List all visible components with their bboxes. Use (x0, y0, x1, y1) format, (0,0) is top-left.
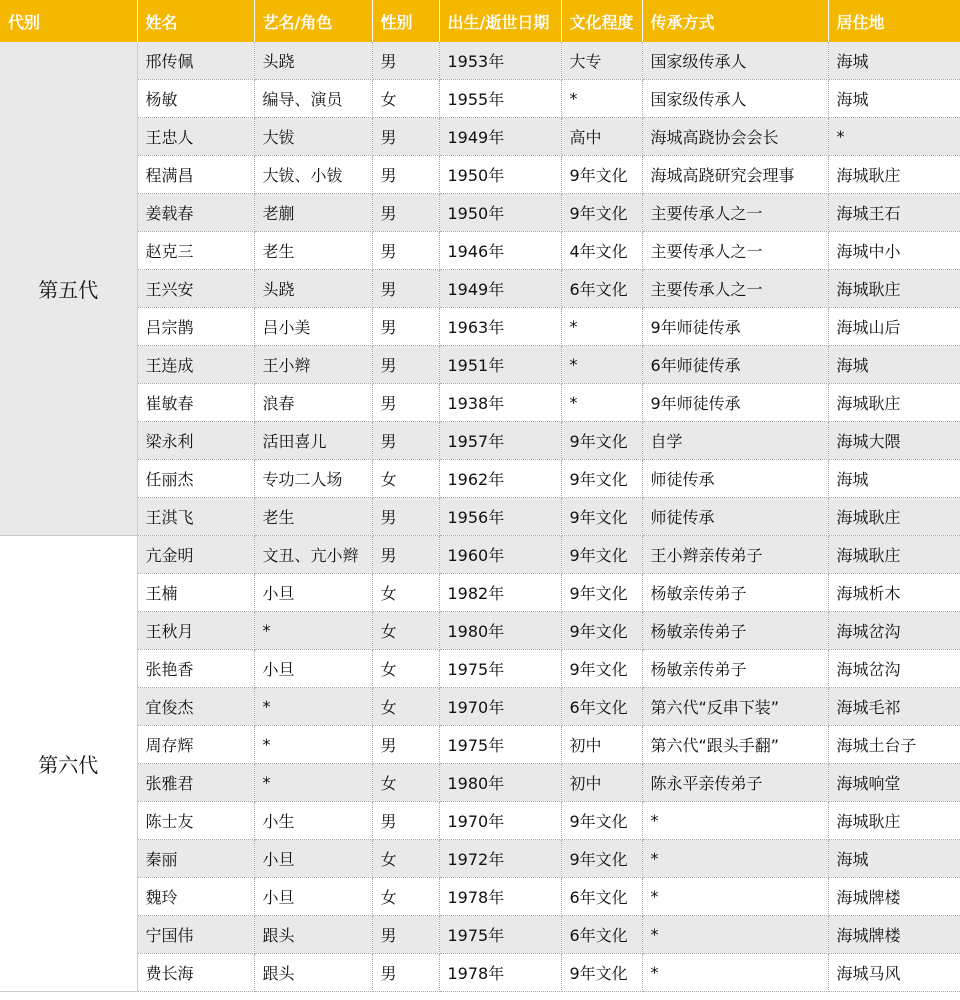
inheritance-method-cell: 国家级传承人 (642, 42, 828, 80)
education-cell: 9年文化 (561, 194, 642, 232)
inheritance-method-cell: * (642, 878, 828, 916)
birth-date-cell: 1949年 (439, 118, 561, 156)
inheritance-method-cell: 师徒传承 (642, 460, 828, 498)
name-cell: 张艳香 (137, 650, 254, 688)
gender-cell: 男 (372, 270, 439, 308)
birth-date-cell: 1963年 (439, 308, 561, 346)
gender-cell: 男 (372, 536, 439, 574)
education-cell: 6年文化 (561, 916, 642, 954)
stage-name-role-cell: * (254, 764, 372, 802)
gender-cell: 女 (372, 764, 439, 802)
education-cell: 大专 (561, 42, 642, 80)
residence-cell: 海城土台子 (828, 726, 960, 764)
education-cell: * (561, 308, 642, 346)
residence-cell: 海城毛祁 (828, 688, 960, 726)
table-row (0, 346, 960, 384)
inheritance-method-cell: * (642, 802, 828, 840)
table-row (0, 232, 960, 270)
education-cell: 9年文化 (561, 460, 642, 498)
table-row (0, 574, 960, 612)
residence-cell: 海城中小 (828, 232, 960, 270)
birth-date-cell: 1972年 (439, 840, 561, 878)
gender-cell: 男 (372, 384, 439, 422)
stage-name-role-cell: * (254, 688, 372, 726)
residence-cell: 海城耿庄 (828, 384, 960, 422)
education-cell: 9年文化 (561, 422, 642, 460)
table-body (0, 42, 960, 992)
table-row (0, 764, 960, 802)
stage-name-role-cell: 吕小美 (254, 308, 372, 346)
inheritance-method-cell: 主要传承人之一 (642, 232, 828, 270)
education-header: 文化程度 (561, 0, 642, 42)
stage-name-role-cell: 小旦 (254, 878, 372, 916)
inheritance-method-cell: 海城高跷研究会理事 (642, 156, 828, 194)
stage-name-role-cell: 大钹、小钹 (254, 156, 372, 194)
stage-name-role-cell: 编导、演员 (254, 80, 372, 118)
birth-date-cell: 1982年 (439, 574, 561, 612)
table-row (0, 422, 960, 460)
birth-date-cell: 1960年 (439, 536, 561, 574)
inheritance-method-cell: * (642, 916, 828, 954)
birth-date-cell: 1950年 (439, 156, 561, 194)
residence-cell: 海城岔沟 (828, 612, 960, 650)
birth-date-cell: 1946年 (439, 232, 561, 270)
gender-cell: 男 (372, 802, 439, 840)
inheritance-method-cell: 陈永平亲传弟子 (642, 764, 828, 802)
stage-name-role-cell: 跟头 (254, 954, 372, 992)
education-cell: 9年文化 (561, 802, 642, 840)
residence-cell: 海城牌楼 (828, 878, 960, 916)
residence-cell: 海城马风 (828, 954, 960, 992)
gender-cell: 男 (372, 916, 439, 954)
education-cell: 6年文化 (561, 878, 642, 916)
generation-cell: 第五代 (0, 42, 137, 536)
gender-cell: 男 (372, 726, 439, 764)
name-cell: 魏玲 (137, 878, 254, 916)
inheritance-method-cell: 海城高跷协会会长 (642, 118, 828, 156)
birth-date-cell: 1962年 (439, 460, 561, 498)
gender-cell: 男 (372, 42, 439, 80)
name-cell: 陈士友 (137, 802, 254, 840)
education-cell: * (561, 346, 642, 384)
birth-date-cell: 1956年 (439, 498, 561, 536)
residence-cell: 海城大隈 (828, 422, 960, 460)
table-row (0, 384, 960, 422)
birth-date-cell: 1980年 (439, 612, 561, 650)
name-cell: 费长海 (137, 954, 254, 992)
inheritance-method-cell: 师徒传承 (642, 498, 828, 536)
table-row (0, 878, 960, 916)
birth-date-cell: 1978年 (439, 954, 561, 992)
stage-name-role-cell: 小生 (254, 802, 372, 840)
name-cell: 赵克三 (137, 232, 254, 270)
education-cell: * (561, 384, 642, 422)
education-cell: 高中 (561, 118, 642, 156)
birth-date-cell: 1950年 (439, 194, 561, 232)
education-cell: 9年文化 (561, 840, 642, 878)
stage-name-role-cell: 小旦 (254, 574, 372, 612)
inheritance-method-cell: 自学 (642, 422, 828, 460)
stage-name-role-cell: 小旦 (254, 650, 372, 688)
table-row (0, 650, 960, 688)
residence-header: 居住地 (828, 0, 960, 42)
inheritance-method-cell: * (642, 840, 828, 878)
stage-name-role-cell: 头跷 (254, 270, 372, 308)
residence-cell: 海城耿庄 (828, 802, 960, 840)
name-cell: 姜载春 (137, 194, 254, 232)
education-cell: 6年文化 (561, 688, 642, 726)
table-header (0, 0, 960, 42)
gender-cell: 男 (372, 308, 439, 346)
residence-cell: * (828, 118, 960, 156)
education-cell: 4年文化 (561, 232, 642, 270)
name-cell: 亢金明 (137, 536, 254, 574)
gender-cell: 女 (372, 574, 439, 612)
stage-name-role-cell: 老生 (254, 498, 372, 536)
gender-cell: 女 (372, 460, 439, 498)
stage-name-role-cell: 文丑、亢小辫 (254, 536, 372, 574)
residence-cell: 海城岔沟 (828, 650, 960, 688)
birth-death-date-header: 出生/逝世日期 (439, 0, 561, 42)
stage-name-role-header: 艺名/角色 (254, 0, 372, 42)
residence-cell: 海城牌楼 (828, 916, 960, 954)
name-cell: 秦丽 (137, 840, 254, 878)
education-cell: 9年文化 (561, 156, 642, 194)
stage-name-role-cell: 王小辫 (254, 346, 372, 384)
birth-date-cell: 1980年 (439, 764, 561, 802)
name-cell: 杨敏 (137, 80, 254, 118)
gender-cell: 女 (372, 612, 439, 650)
inheritance-method-cell: 9年师徒传承 (642, 308, 828, 346)
table-row (0, 118, 960, 156)
table-row (0, 954, 960, 992)
inheritance-method-cell: 杨敏亲传弟子 (642, 650, 828, 688)
stage-name-role-cell: * (254, 726, 372, 764)
birth-date-cell: 1978年 (439, 878, 561, 916)
inheritance-method-cell: * (642, 954, 828, 992)
birth-date-cell: 1955年 (439, 80, 561, 118)
education-cell: 9年文化 (561, 498, 642, 536)
generation-header: 代别 (0, 0, 137, 42)
education-cell: 9年文化 (561, 612, 642, 650)
inheritance-method-cell: 主要传承人之一 (642, 270, 828, 308)
inheritance-method-cell: 9年师徒传承 (642, 384, 828, 422)
residence-cell: 海城耿庄 (828, 498, 960, 536)
residence-cell: 海城山后 (828, 308, 960, 346)
birth-date-cell: 1975年 (439, 916, 561, 954)
stage-name-role-cell: * (254, 612, 372, 650)
birth-date-cell: 1949年 (439, 270, 561, 308)
stage-name-role-cell: 大钹 (254, 118, 372, 156)
gender-cell: 女 (372, 878, 439, 916)
education-cell: 6年文化 (561, 270, 642, 308)
birth-date-cell: 1970年 (439, 688, 561, 726)
gender-cell: 男 (372, 232, 439, 270)
inheritance-method-cell: 第六代“跟头手翻” (642, 726, 828, 764)
inheritance-method-header: 传承方式 (642, 0, 828, 42)
education-cell: 9年文化 (561, 650, 642, 688)
header-row (0, 0, 960, 42)
gender-cell: 男 (372, 422, 439, 460)
table-row (0, 612, 960, 650)
gender-header: 性别 (372, 0, 439, 42)
name-cell: 任丽杰 (137, 460, 254, 498)
education-cell: 9年文化 (561, 954, 642, 992)
birth-date-cell: 1957年 (439, 422, 561, 460)
name-cell: 崔敏春 (137, 384, 254, 422)
residence-cell: 海城响堂 (828, 764, 960, 802)
stage-name-role-cell: 跟头 (254, 916, 372, 954)
birth-date-cell: 1951年 (439, 346, 561, 384)
name-cell: 王忠人 (137, 118, 254, 156)
table-row (0, 536, 960, 574)
education-cell: * (561, 80, 642, 118)
gender-cell: 女 (372, 688, 439, 726)
name-cell: 周存辉 (137, 726, 254, 764)
education-cell: 初中 (561, 764, 642, 802)
stage-name-role-cell: 老生 (254, 232, 372, 270)
residence-cell: 海城 (828, 42, 960, 80)
birth-date-cell: 1970年 (439, 802, 561, 840)
table-row (0, 802, 960, 840)
name-cell: 张雅君 (137, 764, 254, 802)
stage-name-role-cell: 小旦 (254, 840, 372, 878)
inheritance-method-cell: 杨敏亲传弟子 (642, 574, 828, 612)
table-row (0, 42, 960, 80)
residence-cell: 海城 (828, 346, 960, 384)
name-cell: 王兴安 (137, 270, 254, 308)
birth-date-cell: 1953年 (439, 42, 561, 80)
table-row (0, 498, 960, 536)
stage-name-role-cell: 活田喜儿 (254, 422, 372, 460)
table-row (0, 840, 960, 878)
generation-cell: 第六代 (0, 536, 137, 992)
name-cell: 王连成 (137, 346, 254, 384)
inheritance-method-cell: 杨敏亲传弟子 (642, 612, 828, 650)
table-row (0, 80, 960, 118)
table-row (0, 308, 960, 346)
gender-cell: 男 (372, 118, 439, 156)
gender-cell: 女 (372, 650, 439, 688)
name-header: 姓名 (137, 0, 254, 42)
table-row (0, 688, 960, 726)
table-row (0, 156, 960, 194)
name-cell: 邢传佩 (137, 42, 254, 80)
residence-cell: 海城 (828, 840, 960, 878)
name-cell: 宁国伟 (137, 916, 254, 954)
table-row (0, 460, 960, 498)
inheritance-method-cell: 国家级传承人 (642, 80, 828, 118)
stage-name-role-cell: 老蒯 (254, 194, 372, 232)
residence-cell: 海城 (828, 460, 960, 498)
stage-name-role-cell: 专功二人场 (254, 460, 372, 498)
birth-date-cell: 1938年 (439, 384, 561, 422)
gender-cell: 女 (372, 840, 439, 878)
inheritance-method-cell: 6年师徒传承 (642, 346, 828, 384)
name-cell: 王楠 (137, 574, 254, 612)
inheritance-method-cell: 主要传承人之一 (642, 194, 828, 232)
gender-cell: 男 (372, 156, 439, 194)
name-cell: 程满昌 (137, 156, 254, 194)
residence-cell: 海城 (828, 80, 960, 118)
table-row (0, 726, 960, 764)
name-cell: 梁永利 (137, 422, 254, 460)
table-row (0, 194, 960, 232)
name-cell: 宜俊杰 (137, 688, 254, 726)
name-cell: 吕宗鹊 (137, 308, 254, 346)
education-cell: 9年文化 (561, 536, 642, 574)
residence-cell: 海城耿庄 (828, 536, 960, 574)
stage-name-role-cell: 浪春 (254, 384, 372, 422)
gender-cell: 男 (372, 194, 439, 232)
gender-cell: 男 (372, 498, 439, 536)
gender-cell: 男 (372, 346, 439, 384)
table-row (0, 916, 960, 954)
birth-date-cell: 1975年 (439, 726, 561, 764)
education-cell: 9年文化 (561, 574, 642, 612)
residence-cell: 海城耿庄 (828, 270, 960, 308)
name-cell: 王秋月 (137, 612, 254, 650)
residence-cell: 海城王石 (828, 194, 960, 232)
gender-cell: 女 (372, 80, 439, 118)
residence-cell: 海城析木 (828, 574, 960, 612)
inheritance-method-cell: 王小辫亲传弟子 (642, 536, 828, 574)
name-cell: 王淇飞 (137, 498, 254, 536)
birth-date-cell: 1975年 (439, 650, 561, 688)
inheritance-method-cell: 第六代“反串下装” (642, 688, 828, 726)
table-row (0, 270, 960, 308)
residence-cell: 海城耿庄 (828, 156, 960, 194)
education-cell: 初中 (561, 726, 642, 764)
gender-cell: 男 (372, 954, 439, 992)
stage-name-role-cell: 头跷 (254, 42, 372, 80)
